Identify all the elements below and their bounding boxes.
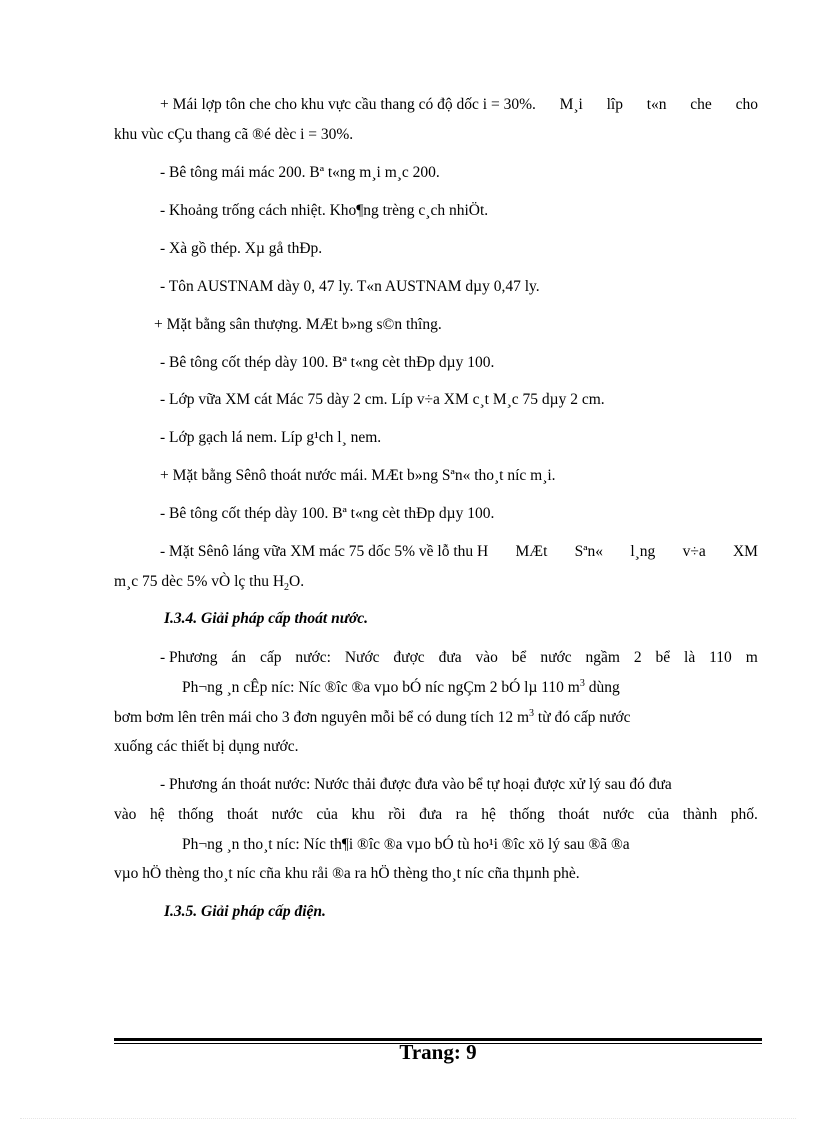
cap-word: Nước <box>344 649 380 666</box>
cap-line3 <box>114 708 631 728</box>
cap-word: được <box>393 649 425 666</box>
list-item: + Mặt bằng sân thượng. MÆt b»ng s©n thîng. <box>154 316 442 333</box>
cap-line3-text: bơm bơm lên trên mái cho 3 đơn nguyên mỗi bể có dung tích 12 m <box>114 709 530 726</box>
seno-text: - Mặt Sênô láng vữa XM mác 75 dốc 5% về lỗ thu H <box>160 543 489 560</box>
seno-line2 <box>114 572 304 592</box>
thoat-word: nước <box>271 806 303 823</box>
thoat-line4: vµo hÖ thèng tho¸t níc cña khu råi ®a ra hÖ thèng tho¸t níc cña thµnh phè. <box>114 865 580 882</box>
cap-line4: xuống các thiết bị dụng nước. <box>114 738 299 755</box>
seno-line1 <box>160 542 758 562</box>
seno-word: Sªn« <box>574 543 604 560</box>
thoat-word: ra <box>455 806 468 823</box>
seno-word: XM <box>732 543 758 560</box>
thoat-word: thành <box>682 806 718 823</box>
cap-line1 <box>160 648 758 668</box>
list-item: - Bê tông mái mác 200. Bª t«ng m¸i m¸c 200. <box>160 164 440 181</box>
list-item: - Bê tông cốt thép dày 100. Bª t«ng cèt thÐp dµy 100. <box>160 354 495 371</box>
list-item: - Tôn AUSTNAM dày 0, 47 ly. T«n AUSTNAM dµy 0,47 ly. <box>160 278 540 295</box>
subscript: 2 <box>284 582 290 594</box>
thoat-word: của <box>316 806 338 823</box>
cap-word: án <box>231 649 247 666</box>
cap-word: - Phương <box>160 649 218 666</box>
cap-word: m <box>745 649 758 666</box>
para1-word: M¸i <box>559 96 583 113</box>
page-number: Trang: 9 <box>399 1040 477 1064</box>
seno-word: v÷a <box>682 543 706 560</box>
list-item: - Lớp gạch lá nem. Líp g¹ch l¸ nem. <box>160 429 382 446</box>
thoat-line1: - Phương án thoát nước: Nước thải được đưa vào bể tự hoại được xử lý sau đó đưa <box>160 776 672 793</box>
thoat-word: rồi <box>388 806 406 823</box>
thoat-word: thống <box>509 806 545 823</box>
cap-word: ngầm <box>585 649 620 666</box>
para1-word: cho <box>735 96 758 113</box>
cap-word: đưa <box>438 649 462 666</box>
cap-line2-text: Ph¬ng ¸n cÊp níc: Níc ®îc ®a vµo bÓ níc ngÇm 2 bÓ lµ 110 m <box>182 679 580 696</box>
para1-line2: khu vùc cÇu thang cã ®é dèc i = 30%. <box>114 126 354 143</box>
para1-text: + Mái lợp tôn che cho khu vực cầu thang có độ dốc i = 30%. <box>160 96 536 113</box>
seno-line2-end: O. <box>289 573 305 590</box>
thoat-word: phố. <box>730 806 758 823</box>
superscript: 3 <box>529 707 535 719</box>
list-item: - Xà gồ thép. Xµ gå thÐp. <box>160 240 323 257</box>
thoat-word: đưa <box>419 806 443 823</box>
page-bottom-divider <box>20 1118 796 1119</box>
thoat-word: thoát <box>227 806 259 823</box>
seno-line2-text: m¸c 75 dèc 5% vÒ lç thu H <box>114 573 285 590</box>
list-item: - Khoảng trống cách nhiệt. Kho¶ng trèng c¸ch nhiÖt. <box>160 202 489 219</box>
superscript: 3 <box>579 677 585 689</box>
thoat-word: hệ <box>481 806 496 823</box>
cap-word: nước <box>540 649 572 666</box>
para1-line1 <box>120 95 758 115</box>
cap-line2-end: dùng <box>584 679 620 696</box>
seno-word: MÆt <box>515 543 548 560</box>
cap-word: cấp <box>259 649 282 666</box>
cap-line3-end: từ đó cấp nước <box>534 709 631 726</box>
seno-word: l¸ng <box>630 543 656 560</box>
cap-word: là <box>684 649 696 666</box>
cap-word: bể <box>511 649 527 666</box>
thoat-line2 <box>114 805 758 825</box>
para1-word: che <box>690 96 712 113</box>
thoat-line3: Ph¬ng ¸n tho¸t níc: Níc th¶i ®îc ®a vµo bÓ tù ho¹i ®îc xö lý sau ®ã ®a <box>182 836 630 853</box>
cap-word: bể <box>655 649 671 666</box>
cap-word: vào <box>475 649 498 666</box>
thoat-word: thống <box>178 806 214 823</box>
thoat-word: khu <box>351 806 375 823</box>
list-item: - Bê tông cốt thép dày 100. Bª t«ng cèt thÐp dµy 100. <box>160 505 495 522</box>
list-item: + Mặt bằng Sênô thoát nước mái. MÆt b»ng Sªn« tho¸t níc m¸i. <box>160 467 556 484</box>
thoat-word: của <box>647 806 670 823</box>
cap-word: 2 <box>633 649 642 666</box>
cap-word: nước: <box>295 649 331 666</box>
list-item: - Lớp vữa XM cát Mác 75 dày 2 cm. Líp v÷a XM c¸t M¸c 75 dµy 2 cm. <box>160 391 605 408</box>
section-heading: I.3.4. Giải pháp cấp thoát nước. <box>164 610 369 627</box>
thoat-word: vào <box>114 806 137 823</box>
cap-line2 <box>182 678 620 698</box>
thoat-word: thoát <box>558 806 590 823</box>
para1-word: lîp <box>606 96 623 113</box>
thoat-word: nước <box>602 806 635 823</box>
cap-word: 110 <box>709 649 732 666</box>
thoat-word: hệ <box>149 806 165 823</box>
section-heading: I.3.5. Giải pháp cấp điện. <box>164 903 326 920</box>
para1-word: t«n <box>646 96 667 113</box>
